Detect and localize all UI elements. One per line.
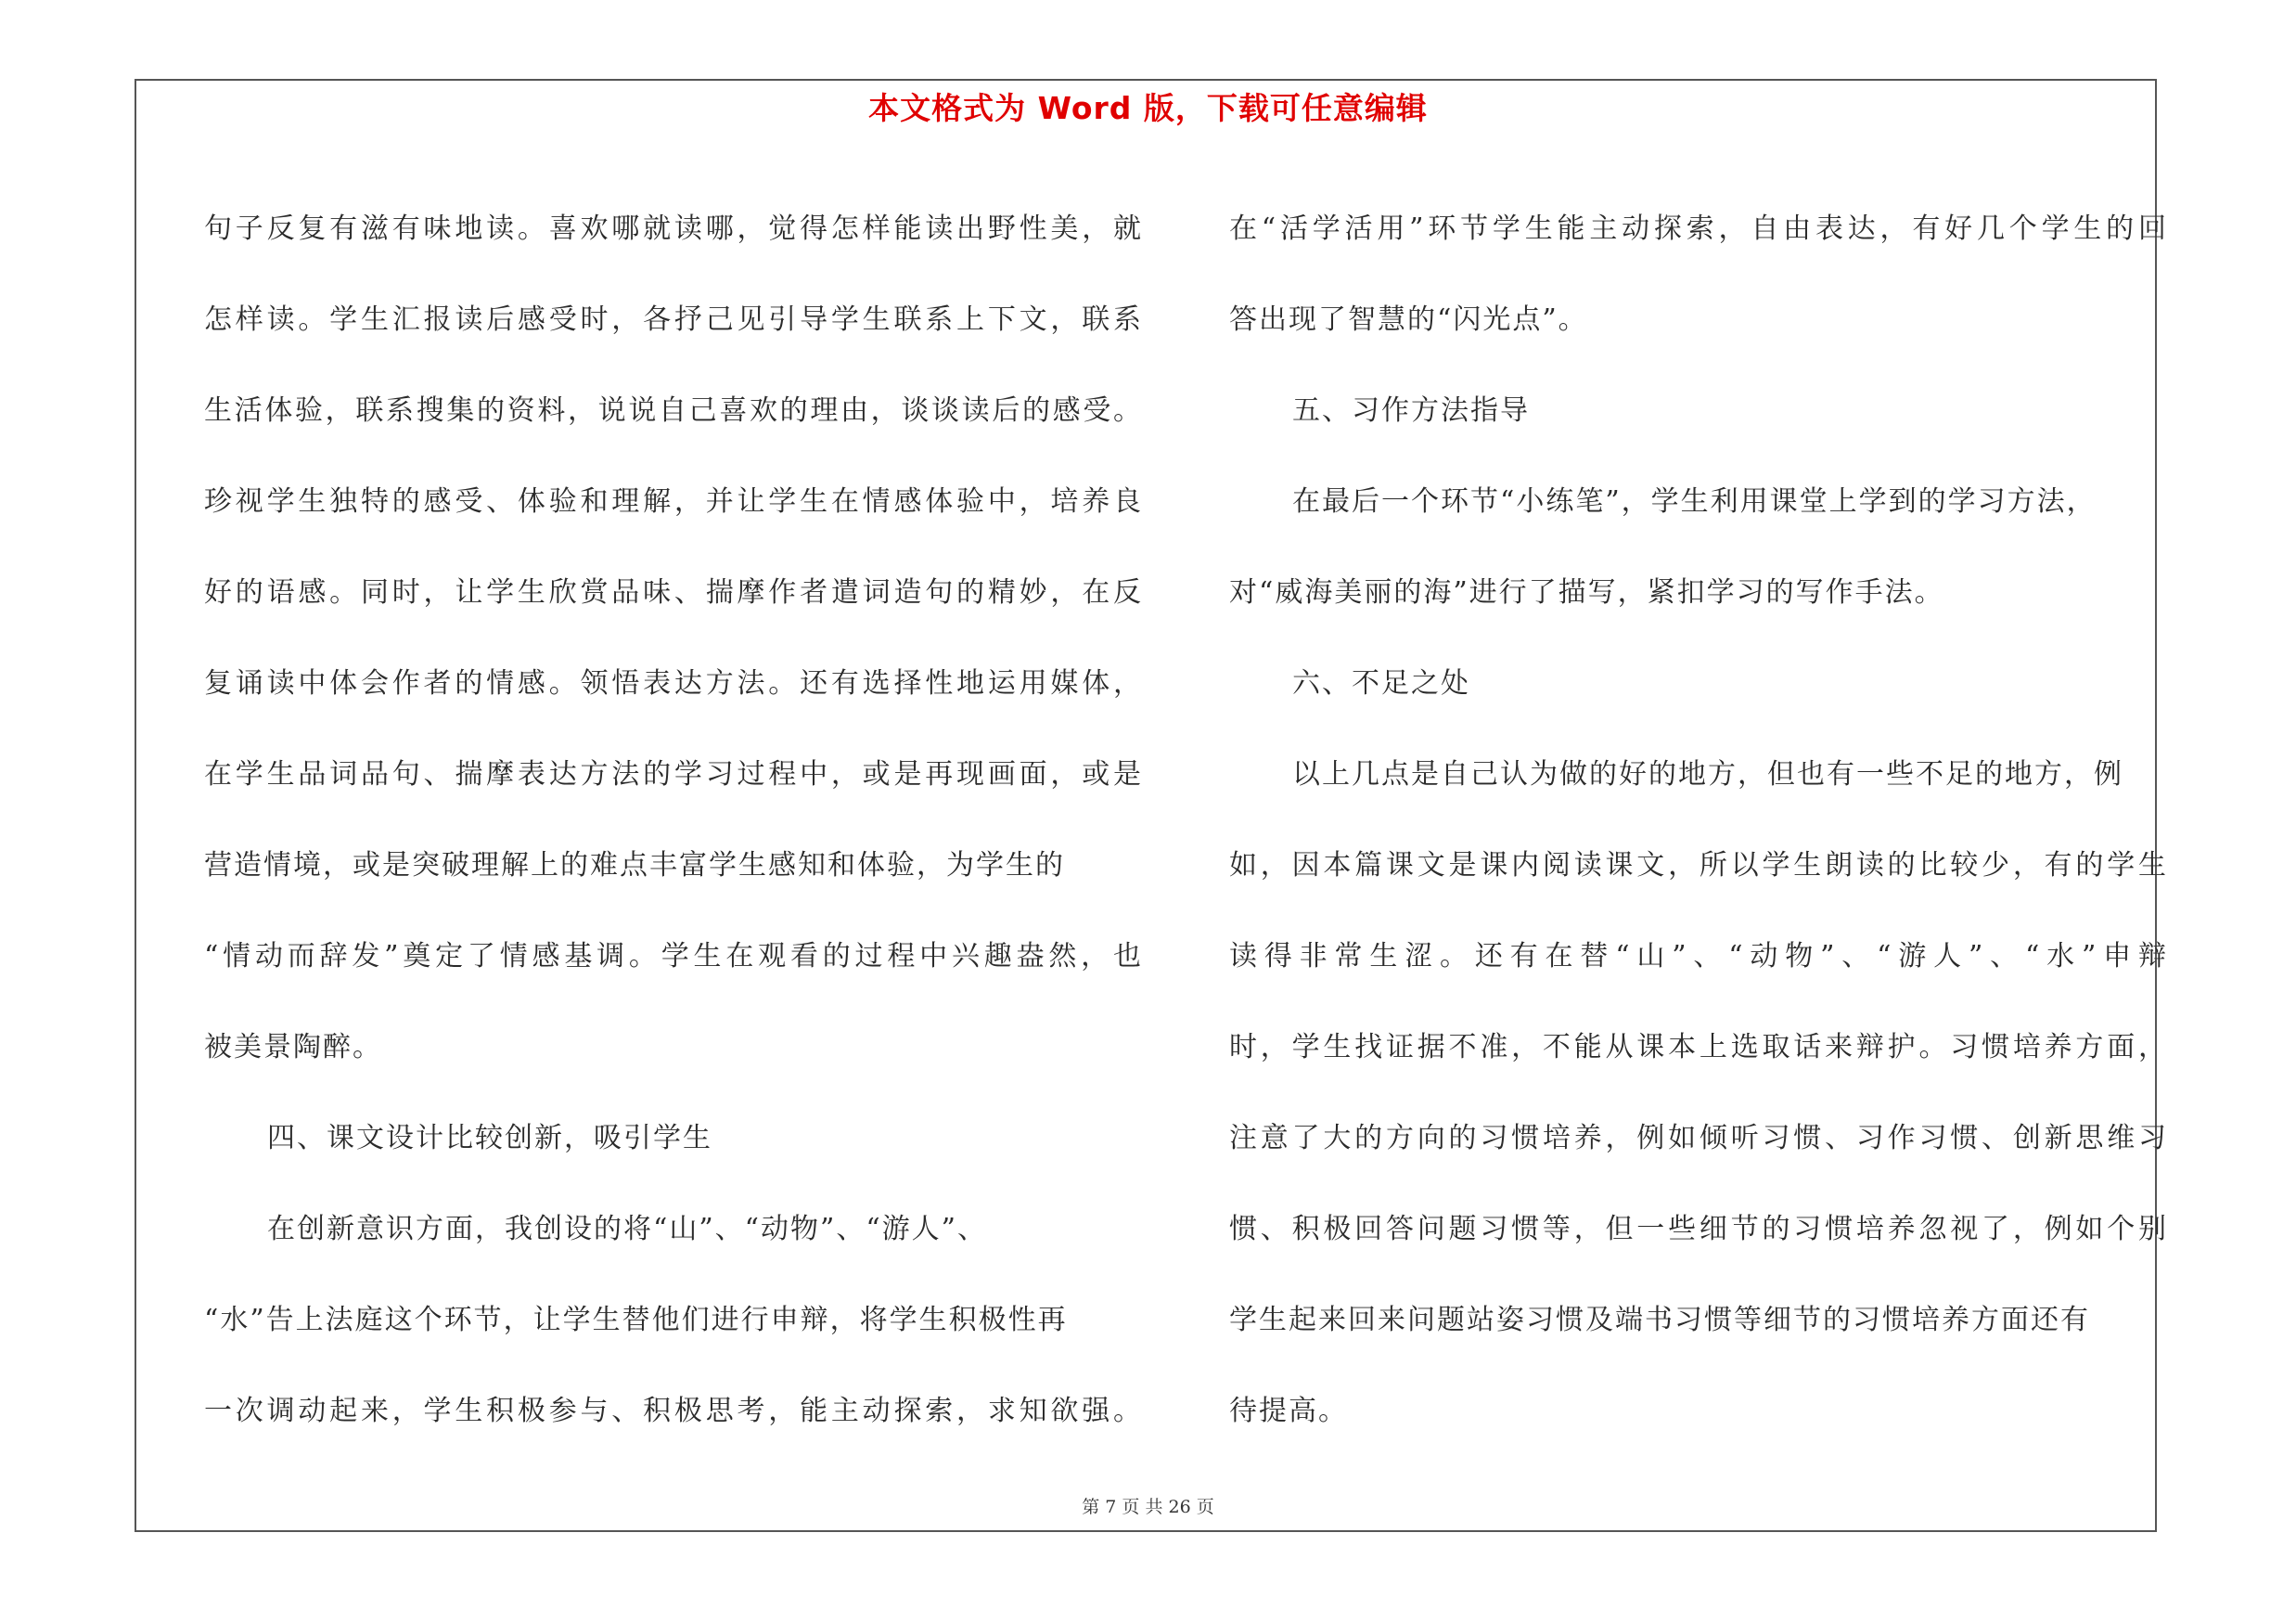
paragraph-line: 学生起来回来问题站姿习惯及端书习惯等细节的习惯培养方面还有 xyxy=(1229,1304,2090,1336)
left-column xyxy=(204,184,1143,1457)
section-heading-6: 六、不足之处 xyxy=(1292,667,1470,700)
paragraph-line: 时，学生找证据不准，不能从课本上选取话来辩护。习惯培养方面， xyxy=(1229,1031,2168,1063)
paragraph-line: 句子反复有滋有味地读。喜欢哪就读哪，觉得怎样能读出野性美，就 xyxy=(204,213,1143,245)
paragraph-line: 珍视学生独特的感受、体验和理解，并让学生在情感体验中，培养良 xyxy=(204,485,1143,518)
paragraph-line: 在最后一个环节“小练笔”，学生利用课堂上学到的学习方法， xyxy=(1292,485,2097,518)
paragraph-line: 以上几点是自己认为做的好的地方，但也有一些不足的地方，例 xyxy=(1292,758,2123,791)
paragraph-line: 惯、积极回答问题习惯等，但一些细节的习惯培养忽视了，例如个别 xyxy=(1229,1213,2168,1245)
paragraph-line: 好的语感。同时，让学生欣赏品味、揣摩作者遣词造句的精妙，在反 xyxy=(204,576,1143,609)
paragraph-line: 注意了大的方向的习惯培养，例如倾听习惯、习作习惯、创新思维习 xyxy=(1229,1122,2168,1154)
paragraph-line: 在学生品词品句、揣摩表达方法的学习过程中，或是再现画面，或是 xyxy=(204,758,1143,791)
paragraph-line: 复诵读中体会作者的情感。领悟表达方法。还有选择性地运用媒体， xyxy=(204,667,1143,700)
paragraph-line: 答出现了智慧的“闪光点”。 xyxy=(1229,303,1588,336)
paragraph-line: 怎样读。学生汇报读后感受时，各抒己见引导学生联系上下文，联系 xyxy=(204,303,1143,336)
section-heading-5: 五、习作方法指导 xyxy=(1292,394,1530,427)
paragraph-line: “水”告上法庭这个环节，让学生替他们进行申辩，将学生积极性再 xyxy=(204,1304,1068,1336)
paragraph-line: 生活体验，联系搜集的资料，说说自己喜欢的理由，谈谈读后的感受。 xyxy=(204,394,1143,427)
paragraph-line: 对“威海美丽的海”进行了描写，紧扣学习的写作手法。 xyxy=(1229,576,1944,609)
paragraph-line: 在“活学活用”环节学生能主动探索，自由表达，有好几个学生的回 xyxy=(1229,213,2168,245)
paragraph-line: 营造情境，或是突破理解上的难点丰富学生感知和体验，为学生的 xyxy=(204,849,1065,882)
word-format-banner: 本文格式为 Word 版，下载可任意编辑 xyxy=(868,90,1428,126)
paragraph-line: 读得非常生涩。还有在替“山”、“动物”、“游人”、“水”申辩 xyxy=(1229,940,2168,973)
right-column xyxy=(1229,184,2168,1457)
section-heading-4: 四、课文设计比较创新，吸引学生 xyxy=(267,1122,712,1154)
paragraph-line: 如，因本篇课文是课内阅读课文，所以学生朗读的比较少，有的学生 xyxy=(1229,849,2168,882)
paragraph-line: 被美景陶醉。 xyxy=(204,1031,382,1063)
paragraph-line: 待提高。 xyxy=(1229,1395,1348,1427)
page-number: 第 7 页 共 26 页 xyxy=(1082,1497,1214,1517)
paragraph-line: 在创新意识方面，我创设的将“山”、“动物”、“游人”、 xyxy=(267,1213,988,1245)
paragraph-line: “情动而辞发”奠定了情感基调。学生在观看的过程中兴趣盎然，也 xyxy=(204,940,1143,973)
paragraph-line: 一次调动起来，学生积极参与、积极思考，能主动探索，求知欲强。 xyxy=(204,1395,1143,1427)
